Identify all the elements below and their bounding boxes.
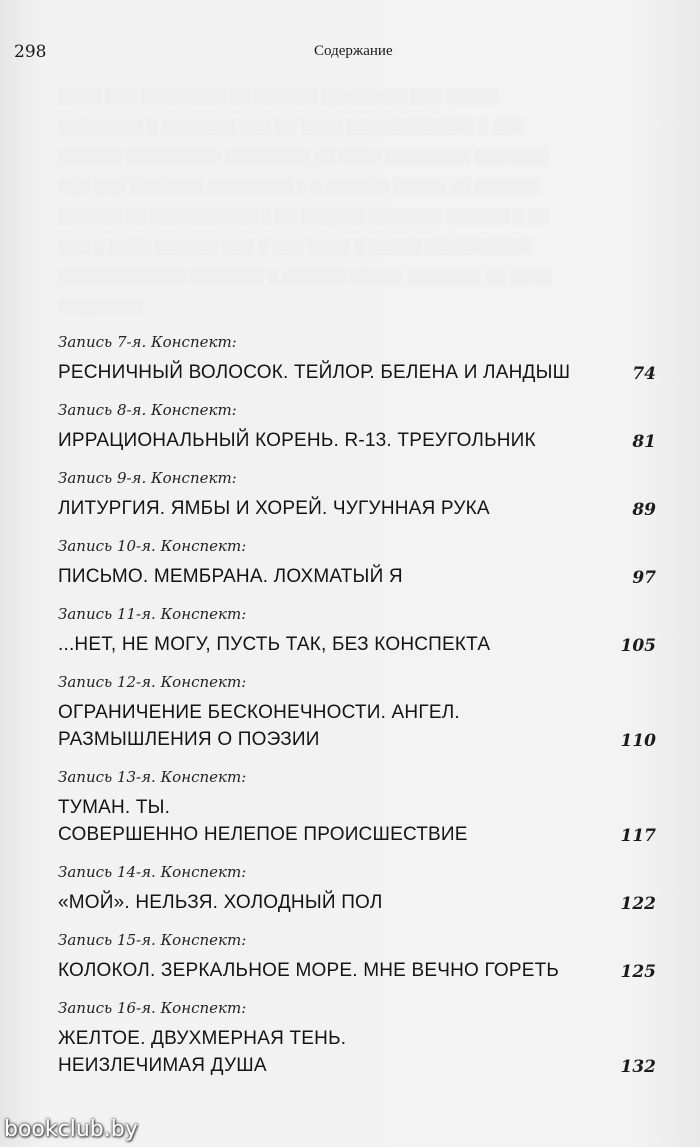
entry-title-line: РАЗМЫШЛЕНИЯ О ПОЭЗИИ xyxy=(58,729,320,750)
entry-page-number: 125 xyxy=(620,962,656,982)
entry-title-line: ЛИТУРГИЯ. ЯМБЫ И ХОРЕЙ. ЧУГУННАЯ РУКА xyxy=(58,498,490,519)
entry-page-number: 117 xyxy=(620,826,656,846)
entry-page-number: 110 xyxy=(620,731,656,751)
entry-title-line: ПИСЬМО. МЕМБРАНА. ЛОХМАТЫЙ Я xyxy=(58,566,403,587)
toc-entry[interactable] xyxy=(58,604,658,658)
entry-label: Запись 12-я. Конспект: xyxy=(58,673,247,691)
table-of-contents xyxy=(58,332,658,1079)
running-title: Содержание xyxy=(314,43,393,59)
entry-title-line: КОЛОКОЛ. ЗЕРКАЛЬНОЕ МОРЕ. МНЕ ВЕЧНО ГОРЕТЬ xyxy=(58,960,560,981)
entry-title-line: «МОЙ». НЕЛЬЗЯ. ХОЛОДНЫЙ ПОЛ xyxy=(58,892,383,913)
entry-page-number: 74 xyxy=(632,364,656,384)
entry-title-line: ИРРАЦИОНАЛЬНЫЙ КОРЕНЬ. R-13. ТРЕУГОЛЬНИК xyxy=(58,430,536,451)
page-number: 298 xyxy=(14,42,47,62)
toc-entry[interactable] xyxy=(58,862,658,916)
entry-title-line: ТУМАН. ТЫ. xyxy=(58,797,171,818)
entry-title-line: СОВЕРШЕННО НЕЛЕПОЕ ПРОИСШЕСТВИЕ xyxy=(58,824,468,845)
entry-label: Запись 8-я. Конспект: xyxy=(58,401,237,419)
entry-title-line: ЖЕЛТОЕ. ДВУХМЕРНАЯ ТЕНЬ. xyxy=(58,1028,347,1049)
toc-entry[interactable] xyxy=(58,767,658,848)
entry-title-line: ОГРАНИЧЕНИЕ БЕСКОНЕЧНОСТИ. АНГЕЛ. xyxy=(58,702,460,723)
entry-label: Запись 13-я. Конспект: xyxy=(58,768,247,786)
entry-label: Запись 7-я. Конспект: xyxy=(58,333,237,351)
toc-entry[interactable] xyxy=(58,672,658,753)
toc-entry[interactable] xyxy=(58,930,658,984)
toc-entry[interactable] xyxy=(58,998,658,1079)
watermark: bookclub.by xyxy=(4,1117,138,1142)
entry-label: Запись 9-я. Конспект: xyxy=(58,469,237,487)
toc-entry[interactable] xyxy=(58,536,658,590)
toc-entry[interactable] xyxy=(58,332,658,386)
entry-title-line: РЕСНИЧНЫЙ ВОЛОСОК. ТЕЙЛОР. БЕЛЕНА И ЛАНДЫШ xyxy=(58,362,571,383)
entry-label: Запись 14-я. Конспект: xyxy=(58,863,247,881)
bleed-through-text: ░░░░ ░░░ ░░░░░░░░ ░░ ░░░░░░ ░░░░░░░░ ░░░ ░░░░░ ░░░░░░░░ ░ ░░░░░░░ ░░░ ░░ ░░░░ ░░░░░░░░░░░░ ░ ░░░ ░░░░░░ ░░░░░░░░░ ░░░░░░░░ ░░ ░░░░ ░░░░░░░░ ░░░░░░░ ░░░ ░░░ ░░░░░░░ ░░░░░░░░ ░ ░ ░░░░░░ ░░░░░ ░░ ░░░░░░ ░░░░░░ ░░ ░░░░░░░░░░ ░ ░░ ░░░░░░ ░░░░░░░ ░░░░░░ ░ ░░ ░░░ ░ ░░░░ ░░░░░░ ░░░ ░ ░░░ ░░░░ ░ ░░░░░ ░░░░░░░░░░ ░░░░░░░░░░░░ ░░░░░░░ ░ ░░░░░░ ░░░░░ ░░░░░░░ ░░ ░░░░ ░░░░░░░░ xyxy=(58,89,552,315)
entry-title-line: ...НЕТ, НЕ МОГУ, ПУСТЬ ТАК, БЕЗ КОНСПЕКТА xyxy=(58,634,491,655)
entry-label: Запись 11-я. Конспект: xyxy=(58,605,247,623)
entry-page-number: 132 xyxy=(620,1057,656,1077)
entry-page-number: 97 xyxy=(632,568,656,588)
entry-page-number: 105 xyxy=(620,636,656,656)
entry-page-number: 122 xyxy=(620,894,656,914)
page-header xyxy=(14,42,680,66)
entry-title-line: НЕИЗЛЕЧИМАЯ ДУША xyxy=(58,1055,267,1076)
entry-page-number: 89 xyxy=(632,500,656,520)
entry-label: Запись 16-я. Конспект: xyxy=(58,999,247,1017)
entry-label: Запись 10-я. Конспект: xyxy=(58,537,247,555)
entry-label: Запись 15-я. Конспект: xyxy=(58,931,247,949)
entry-page-number: 81 xyxy=(632,432,656,452)
toc-entry[interactable] xyxy=(58,400,658,454)
toc-entry[interactable] xyxy=(58,468,658,522)
